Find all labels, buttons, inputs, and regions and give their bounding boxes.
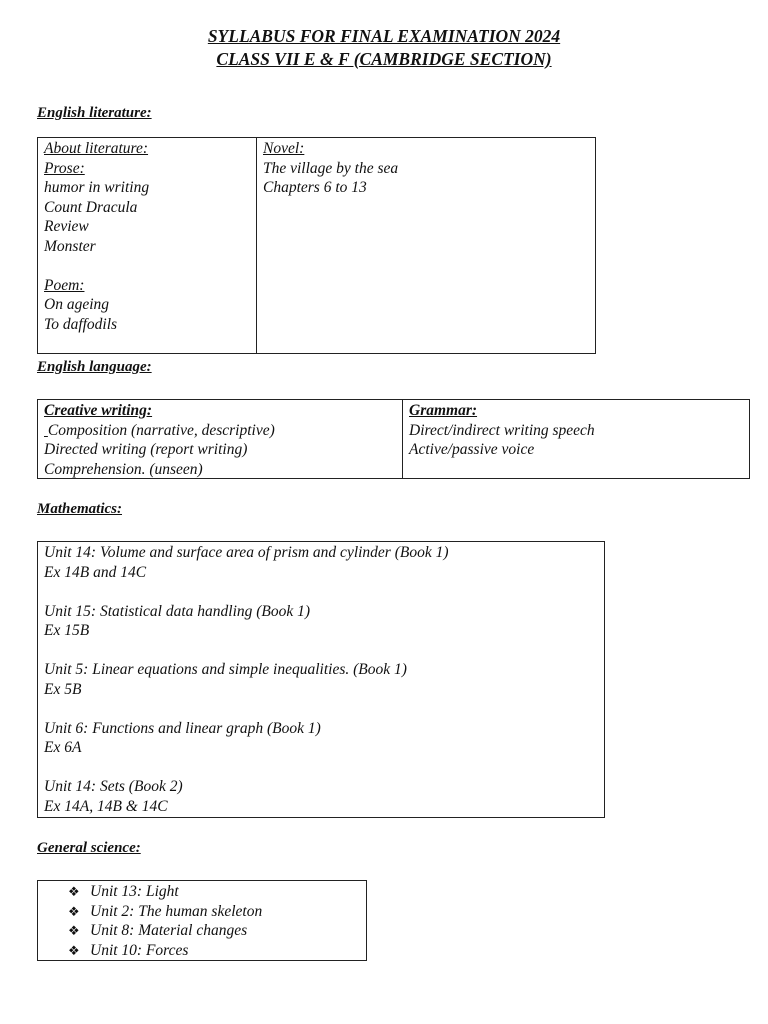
creative-writing-item: Directed writing (report writing)	[44, 441, 248, 458]
mathematics-table	[37, 541, 605, 818]
poem-item: To daffodils	[44, 315, 118, 333]
spacer	[44, 699, 598, 719]
prose-label: Prose:	[44, 159, 85, 177]
math-unit-exercises: Ex 14B and 14C	[44, 563, 147, 581]
general-science-table	[37, 880, 367, 961]
math-unit-exercises: Ex 14A, 14B & 14C	[44, 797, 168, 815]
prose-item: Review	[44, 218, 89, 235]
grammar-label: Grammar:	[409, 402, 478, 419]
math-unit-exercises: Ex 5B	[44, 680, 82, 698]
novel-label: Novel:	[263, 140, 305, 157]
math-unit-title: Unit 14: Volume and surface area of prism and cylinder (Book 1)	[44, 544, 449, 561]
spacer	[44, 758, 598, 778]
math-unit-exercises: Ex 15B	[44, 622, 90, 639]
about-literature-label: About literature:	[44, 140, 149, 157]
list-item: ❖ Unit 13: Light	[68, 883, 179, 900]
poem-item: On ageing	[44, 296, 110, 313]
spacer	[44, 256, 250, 276]
mathematics-heading: Mathematics:	[37, 501, 122, 517]
list-item: ❖ Unit 10: Forces	[68, 941, 189, 959]
grammar-item: Direct/indirect writing speech	[409, 421, 595, 439]
grammar-cell	[402, 400, 749, 478]
english-literature-heading: English literature:	[37, 105, 152, 121]
math-unit-title: Unit 15: Statistical data handling (Book 1)	[44, 602, 311, 620]
creative-writing-item: Composition (narrative, descriptive)	[47, 421, 275, 439]
english-language-heading: English language:	[37, 359, 152, 375]
grammar-item: Active/passive voice	[409, 441, 535, 458]
literature-left-cell	[38, 138, 256, 353]
general-science-heading: General science:	[37, 840, 141, 856]
creative-writing-label: Creative writing:	[44, 402, 153, 419]
math-unit-exercises: Ex 6A	[44, 739, 82, 756]
list-item: ❖ Unit 2: The human skeleton	[68, 902, 263, 920]
diamond-bullet-icon: ❖	[68, 884, 80, 899]
title-line-1: SYLLABUS FOR FINAL EXAMINATION 2024	[207, 26, 561, 46]
math-unit-title: Unit 14: Sets (Book 2)	[44, 778, 183, 795]
poem-label: Poem:	[44, 276, 85, 294]
math-unit-title: Unit 6: Functions and linear graph (Book 1)	[44, 719, 321, 737]
creative-writing-cell	[38, 400, 402, 478]
prose-item: humor in writing	[44, 179, 150, 196]
title-line-2: CLASS VII E & F (CAMBRIDGE SECTION)	[216, 49, 552, 69]
diamond-bullet-icon: ❖	[68, 923, 80, 938]
english-language-table	[37, 399, 750, 479]
spacer	[44, 641, 598, 661]
prose-item: Monster	[44, 237, 96, 255]
spacer	[44, 582, 598, 602]
list-item: ❖ Unit 8: Material changes	[68, 922, 248, 939]
science-list	[38, 881, 366, 960]
diamond-bullet-icon: ❖	[68, 942, 80, 958]
creative-writing-item: Comprehension. (unseen)	[44, 460, 203, 478]
mathematics-cell	[38, 542, 604, 817]
diamond-bullet-icon: ❖	[68, 903, 80, 919]
literature-right-cell	[256, 138, 595, 353]
math-unit-title: Unit 5: Linear equations and simple inequalities. (Book 1)	[44, 661, 407, 678]
english-literature-table	[37, 137, 596, 354]
novel-item: Chapters 6 to 13	[263, 179, 367, 196]
prose-item: Count Dracula	[44, 198, 138, 216]
novel-item: The village by the sea	[263, 159, 399, 177]
